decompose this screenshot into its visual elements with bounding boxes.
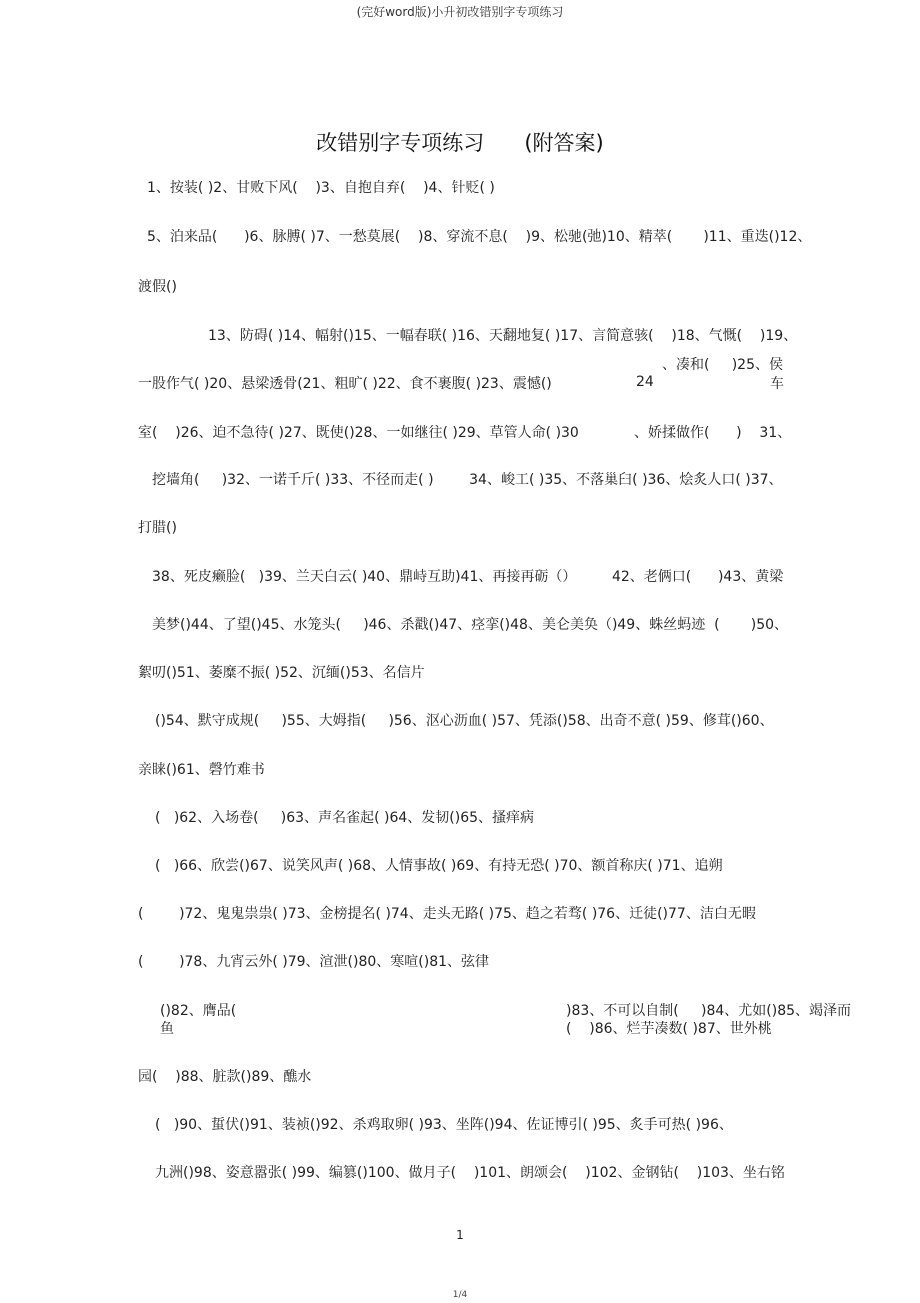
text-line: 鱼 [160, 1021, 174, 1037]
text-line: ( )86、烂芋凑数( )87、世外桃 [566, 1021, 772, 1037]
text-line: 九洲()98、姿意嚣张( )99、编篡()100、做月子( )101、朗颂会( )102、金钢钻( )103、坐右铭 [155, 1165, 785, 1181]
text-line: ( )66、欣尝()67、说笑风声( )68、人情事故( )69、有持无恐( )70、额首称庆( )71、追朔 [155, 858, 723, 874]
document-header: (完好word版)小升初改错别字专项练习 [356, 5, 564, 19]
page-title: 改错别字专项练习 (附答案) [316, 131, 604, 155]
text-line: ()54、默守成规( )55、大姆指( )56、沤心沥血( )57、凭添()58、出奇不意( )59、修茸()60、 [155, 713, 774, 729]
text-line: )83、不可以自制( )84、尤如()85、竭泽而 [566, 1003, 852, 1019]
text-line: 、凑和( )25、侯 [662, 357, 783, 373]
text-line: 渡假() [138, 279, 177, 295]
page-footer: 1/4 [452, 1290, 468, 1300]
text-line: 室( )26、迫不急待( )27、既使()28、一如继往( )29、草管人命( )30 [138, 425, 579, 441]
text-line: 挖墙角( )32、一诺千斤( )33、不径而走( ) 34、峻工( )35、不落巢臼( )36、烩炙人口( )37、 [152, 472, 783, 488]
text-line: 园( )88、脏款()89、醮水 [138, 1069, 312, 1085]
text-line: 美梦()44、了望()45、水笼头( )46、杀戳()47、痉挛()48、美仑美奂（)49、蛛丝蚂迹 ( )50、 [152, 617, 789, 633]
text-line: 絮叨()51、萎糜不振( )52、沉缅()53、名信片 [138, 665, 425, 681]
text-line: 车 [770, 376, 784, 392]
page-number: 1 [456, 1228, 464, 1242]
text-line: 24 [636, 374, 654, 390]
text-line: 38、死皮癞脸( )39、兰天白云( )40、鼎峙互助)41、再接再砺（） 42、老俩口( )43、黄梁 [152, 569, 784, 585]
text-line: 13、防碍( )14、幅射()15、一幅春联( )16、天翻地复( )17、言简意骇( )18、气慨( )19、 [208, 328, 798, 344]
text-line: ( )90、蜇伏()91、装祯()92、杀鸡取卵( )93、坐阵()94、佐证博引( )95、炙手可热( )96、 [155, 1117, 733, 1133]
text-line: 、娇揉做作( ) 31、 [634, 425, 792, 441]
text-line: 1、按装( )2、甘败下风( )3、自抱自弃( )4、针贬( ) [147, 180, 495, 196]
text-line: ()82、膺品( [160, 1003, 237, 1019]
text-line: 一股作气( )20、悬梁透骨(21、粗旷( )22、食不裹腹( )23、震憾() [138, 376, 552, 392]
text-line: ( )78、九宵云外( )79、渲泄()80、寒喧()81、弦律 [138, 954, 490, 970]
text-line: 打腊() [138, 520, 177, 536]
text-line: 5、泊来品( )6、脉膊( )7、一愁莫展( )8、穿流不息( )9、松驰(弛)10、精萃( )11、重迭()12、 [147, 229, 812, 245]
text-line: ( )72、鬼鬼祟祟( )73、金榜提名( )74、走头无路( )75、趋之若骛( )76、迁徒()77、洁白无暇 [138, 906, 756, 922]
text-line: ( )62、入场卷( )63、声名雀起( )64、发韧()65、搔痒病 [155, 810, 535, 826]
text-line: 亲睐()61、磬竹难书 [138, 762, 265, 778]
